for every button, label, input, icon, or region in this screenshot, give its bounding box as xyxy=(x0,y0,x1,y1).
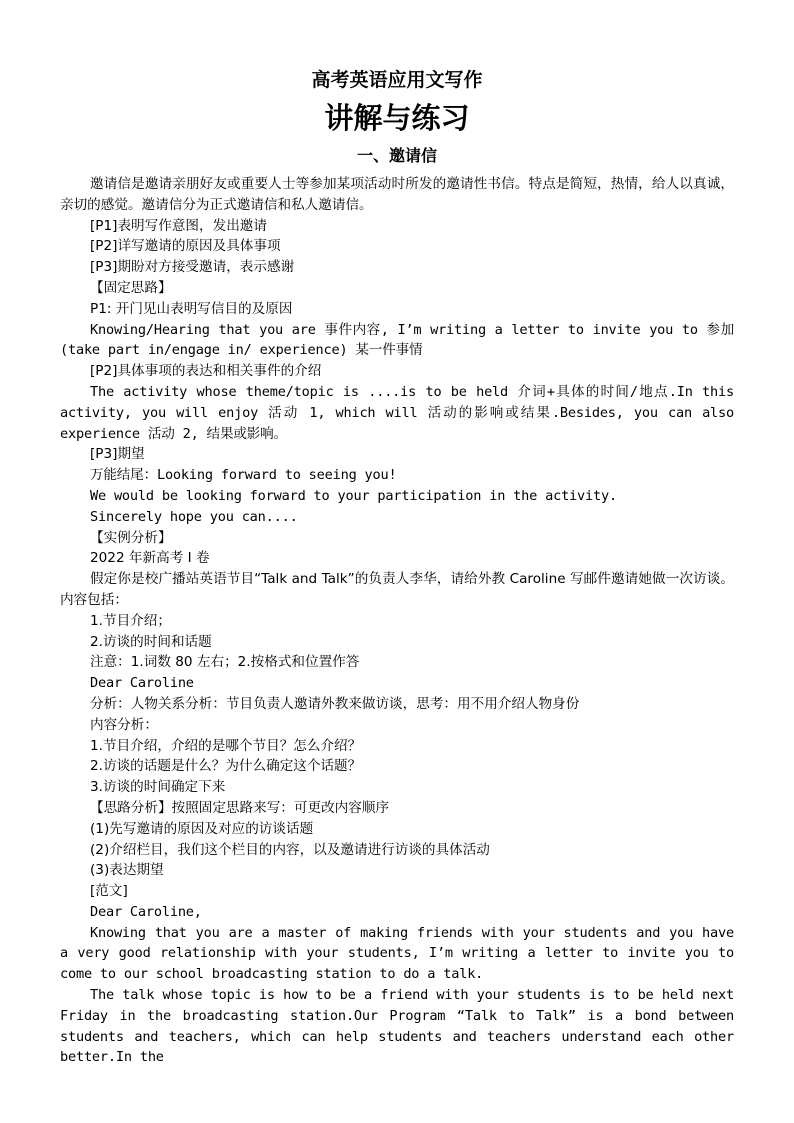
analysis-relationship: 分析：人物关系分析：节目负责人邀请外教来做访谈，思考：用不用介绍人物身份 xyxy=(90,695,580,712)
approach-analysis-heading: 【思路分析】按照固定思路来写：可更改内容顺序 xyxy=(90,799,390,816)
p3-heading: [P3]期望 xyxy=(90,446,145,463)
sample-paragraph-1: Knowing that you are a master of making friends with your students and you have a very good relationship with your students, I’m writing a letter to invite you to come to our school broadcasting station to do a talk. xyxy=(60,924,734,983)
ending-line-2: We would be looking forward to your participation in the activity. xyxy=(90,487,617,504)
sample-salutation: Dear Caroline, xyxy=(90,903,202,920)
p1-line: P1: 开门见山表明写信目的及原因 xyxy=(90,300,293,317)
paragraph-p1: [P1]表明写作意图，发出邀请 xyxy=(90,217,267,234)
analysis-item-1: 1.节目介绍，介绍的是哪个节目？怎么介绍？ xyxy=(90,737,362,754)
p2-template: The activity whose theme/topic is ....is to be held 介词+具体的时间/地点.In this activity, you will enjoy 活动 1, which will 活动的影响或结果.Besides, you can also experience 活动 2, 结果或影响。 xyxy=(60,383,734,442)
p1-template: Knowing/Hearing that you are 事件内容, I’m writing a letter to invite you to 参加(take part in/engage in/ experience) 某一件事情 xyxy=(60,321,734,359)
document-title: 高考英语应用文写作 xyxy=(311,69,483,91)
example-heading: 【实例分析】 xyxy=(90,529,172,546)
fixed-approach-heading: 【固定思路】 xyxy=(90,279,172,296)
analysis-item-3: 3.访谈的时间确定下来 xyxy=(90,779,226,796)
approach-item-2: (2)介绍栏目，我们这个栏目的内容，以及邀请进行访谈的具体活动 xyxy=(90,841,490,858)
p2-heading: [P2]具体事项的表达和相关事件的介绍 xyxy=(90,363,322,380)
document-subtitle: 讲解与练习 xyxy=(324,101,470,135)
task-item-1: 1.节目介绍； xyxy=(90,612,171,629)
paragraph-p2: [P2]详写邀请的原因及具体事项 xyxy=(90,238,281,255)
exam-source: 2022 年新高考 I 卷 xyxy=(90,550,210,567)
salutation-example: Dear Caroline xyxy=(90,675,194,692)
section-heading: 一、邀请信 xyxy=(356,146,437,165)
analysis-content-heading: 内容分析： xyxy=(90,716,158,733)
intro-paragraph: 邀请信是邀请亲朋好友或重要人士等参加某项活动时所发的邀请性书信。特点是简短，热情，给人以真诚，亲切的感觉。邀请信分为正式邀请信和私人邀请信。 xyxy=(60,176,734,213)
task-prompt: 假定你是校广播站英语节目“Talk and Talk”的负责人李华，请给外教 Caroline 写邮件邀请她做一次访谈。内容包括： xyxy=(60,571,734,608)
document-body xyxy=(60,174,734,1068)
document-page xyxy=(60,66,734,1068)
paragraph-p3: [P3]期盼对方接受邀请，表示感谢 xyxy=(90,259,295,276)
approach-item-1: (1)先写邀请的原因及对应的访谈话题 xyxy=(90,820,314,837)
sample-heading: [范文] xyxy=(90,883,128,900)
analysis-item-2: 2.访谈的话题是什么？为什么确定这个话题？ xyxy=(90,758,362,775)
ending-line-1: 万能结尾：Looking forward to seeing you! xyxy=(90,467,397,484)
sample-paragraph-2: The talk whose topic is how to be a friend with your students is to be held next Friday in the broadcasting station.Our Program “Talk to Talk” is a bond between students and teachers, which can help students and teachers understand each other better.In the xyxy=(60,987,734,1066)
task-item-2: 2.访谈的时间和话题 xyxy=(90,633,212,650)
approach-item-3: (3)表达期望 xyxy=(90,862,164,879)
task-notes: 注意：1.词数 80 左右；2.按格式和位置作答 xyxy=(90,654,360,671)
ending-line-3: Sincerely hope you can.... xyxy=(90,508,298,525)
